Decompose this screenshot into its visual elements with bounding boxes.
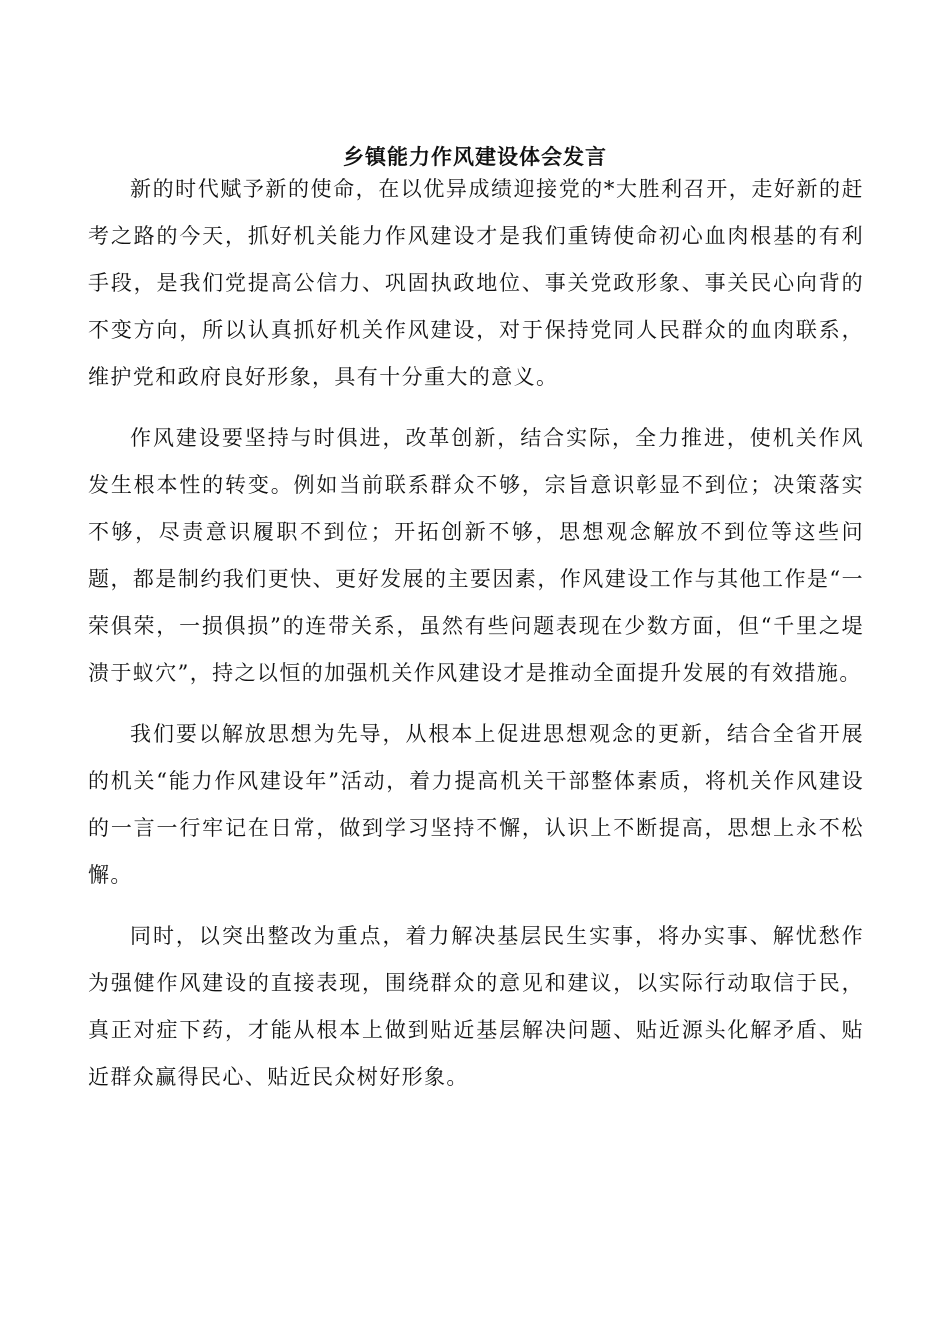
document-body [88, 166, 864, 1115]
paragraph-2: 作风建设要坚持与时俱进，改革创新，结合实际，全力推进，使机关作风发生根本性的转变。例如当前联系群众不够，宗旨意识彰显不到位；决策落实不够，尽责意识履职不到位；开拓创新不够，思想观念解放不到位等这些问题，都是制约我们更快、更好发展的主要因素，作风建设工作与其他工作是“一荣俱荣，一损俱损”的连带关系，虽然有些问题表现在少数方面，但“千里之堤溃于蚁穴”，持之以恒的加强机关作风建设才是推动全面提升发展的有效措施。 [88, 426, 864, 685]
paragraph-4: 同时，以突出整改为重点，着力解决基层民生实事，将办实事、解忧愁作为强健作风建设的直接表现，围绕群众的意见和建议，以实际行动取信于民，真正对症下药，才能从根本上做到贴近基层解决问题、贴近源头化解矛盾、贴近群众赢得民心、贴近民众树好形象。 [88, 924, 864, 1089]
document-title: 乡镇能力作风建设体会发言 [343, 145, 607, 169]
paragraph-3: 我们要以解放思想为先导，从根本上促进思想观念的更新，结合全省开展的机关“能力作风建设年”活动，着力提高机关干部整体素质，将机关作风建设的一言一行牢记在日常，做到学习坚持不懈，认识上不断提高，思想上永不松懈。 [88, 722, 864, 887]
paragraph-1: 新的时代赋予新的使命，在以优异成绩迎接党的*大胜利召开，走好新的赶考之路的今天，抓好机关能力作风建设才是我们重铸使命初心血肉根基的有利手段，是我们党提高公信力、巩固执政地位、事关党政形象、事关民心向背的不变方向，所以认真抓好机关作风建设，对于保持党同人民群众的血肉联系，维护党和政府良好形象，具有十分重大的意义。 [88, 177, 864, 389]
